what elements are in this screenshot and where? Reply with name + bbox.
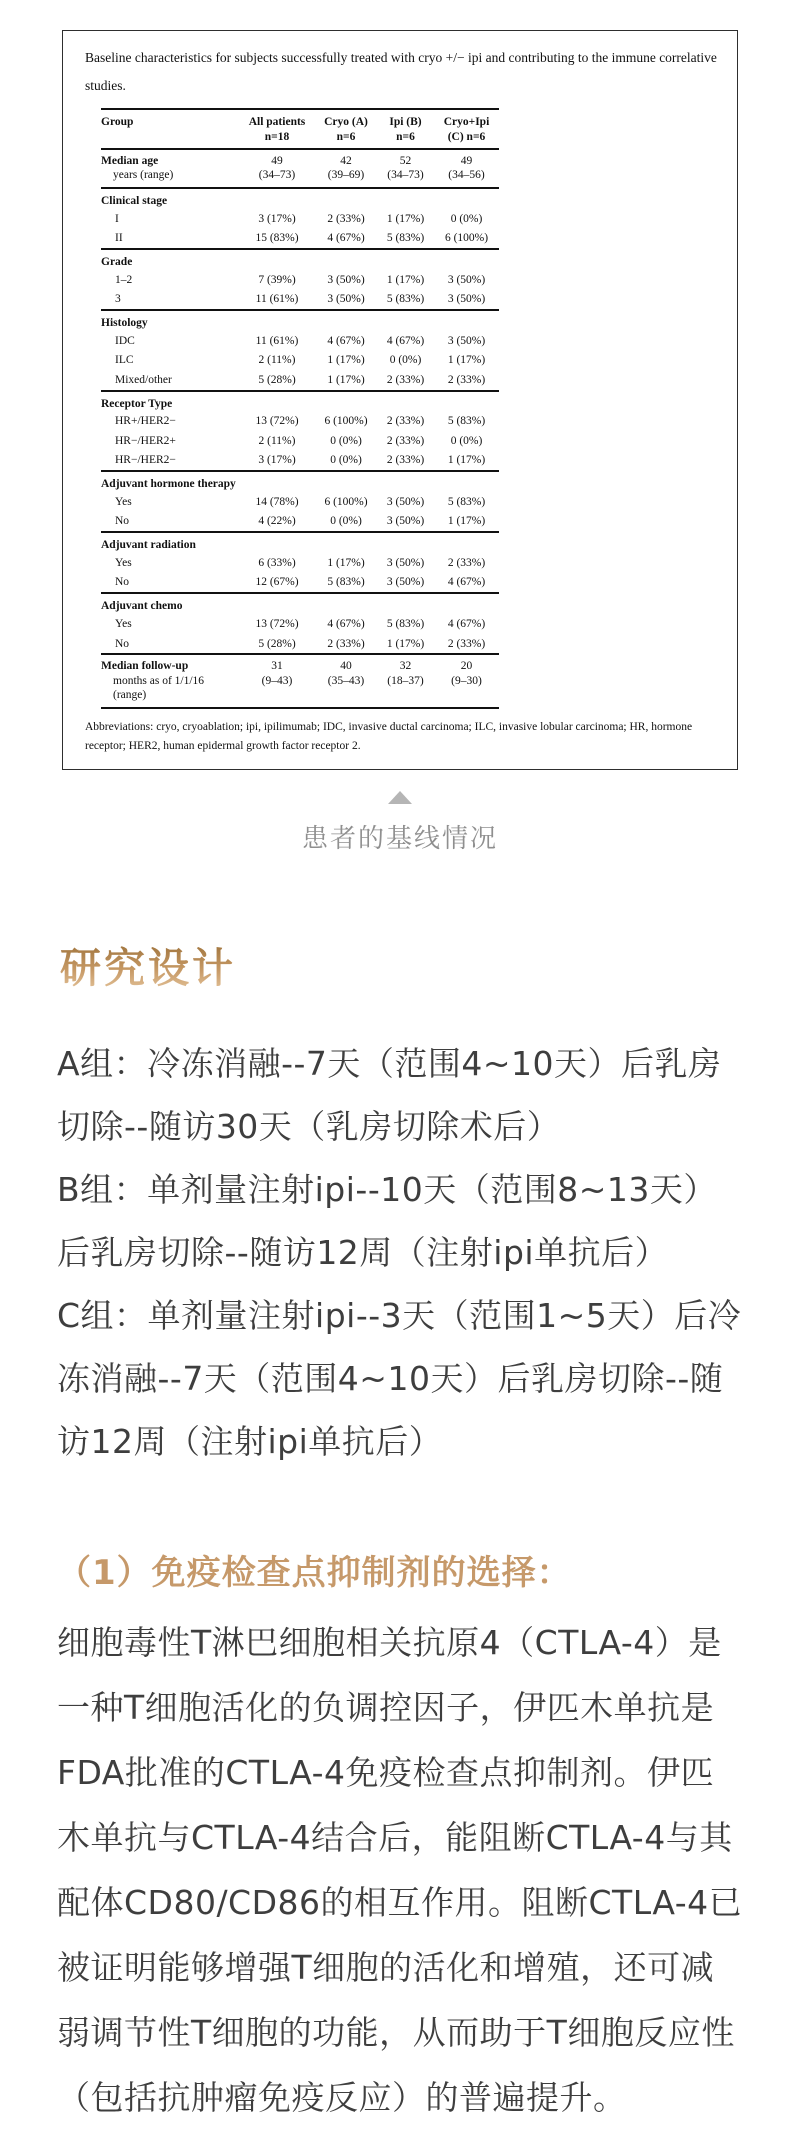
cell-range: (34–73)	[387, 169, 424, 182]
table-cell: 0 (0%)	[330, 515, 362, 528]
table-row	[101, 331, 499, 350]
col-header-n: n=6	[396, 130, 415, 143]
cell-value: 49	[271, 155, 283, 168]
table-section	[101, 593, 499, 654]
section-label: Grade	[101, 255, 133, 268]
table-row	[101, 451, 499, 471]
study-design-heading	[0, 935, 800, 994]
table-row	[101, 431, 499, 450]
cell-value: 49	[460, 155, 473, 168]
table-cell: 15 (83%)	[255, 232, 299, 245]
col-header-all-patients	[239, 109, 315, 149]
cell-range: (39–69)	[327, 169, 365, 182]
table-header	[101, 109, 499, 149]
row-name: HR−/HER2+	[115, 434, 176, 447]
row-name: 1–2	[115, 273, 133, 286]
table-row	[101, 310, 499, 331]
section-label: Histology	[101, 317, 148, 330]
table-cell: 1 (17%)	[327, 354, 365, 367]
cell-value: 42	[340, 155, 352, 168]
paragraph-group-c: C组：单剂量注射ipi--3天（范围1~5天）后冷冻消融--7天（范围4~10天）后乳房切除--随访12周（注射ipi单抗后）	[57, 1295, 742, 1461]
col-header-cryo-a	[315, 109, 377, 149]
table-row	[101, 573, 499, 593]
table-row	[101, 512, 499, 532]
table-row	[101, 249, 499, 270]
table-cell: 2 (11%)	[258, 434, 296, 447]
table-row	[101, 471, 499, 492]
col-header-label: All patients	[248, 116, 306, 129]
table-cell: 11 (61%)	[255, 334, 299, 347]
row-name: Mixed/other	[115, 373, 172, 386]
row-name: HR−/HER2−	[115, 454, 176, 467]
section-label: Adjuvant radiation	[101, 539, 196, 552]
table-cell: 3 (50%)	[447, 273, 486, 286]
table-cell: 0 (0%)	[450, 212, 483, 225]
row-name: II	[115, 232, 123, 245]
table-row	[101, 554, 499, 573]
table-cell: 3 (50%)	[386, 557, 425, 570]
table-row	[101, 149, 499, 188]
row-sublabel: months as of 1/1/16 (range)	[113, 674, 205, 702]
col-header-cryo-ipi-c	[434, 109, 499, 149]
study-design-heading-text: 研究设计	[60, 944, 236, 991]
table-cell: 2 (33%)	[327, 212, 365, 225]
table-cell: 1 (17%)	[386, 212, 425, 225]
table-row	[101, 532, 499, 553]
table-row	[101, 391, 499, 412]
cell-range: (9–30)	[451, 674, 482, 687]
table-header-row	[101, 109, 499, 149]
table-cell: 4 (67%)	[327, 232, 365, 245]
table-row	[101, 370, 499, 390]
col-header-group	[101, 109, 239, 149]
table-cell: 4 (67%)	[327, 618, 365, 631]
row-label: Median age	[101, 155, 159, 168]
table-cell: 2 (33%)	[386, 454, 425, 467]
row-name: 3	[115, 293, 121, 306]
row-sublabel: years (range)	[113, 169, 174, 182]
table-cell	[101, 654, 239, 707]
table-cell: 2 (33%)	[447, 637, 486, 650]
table-row	[101, 412, 499, 431]
table-cell: 1 (17%)	[327, 557, 365, 570]
col-header-n: n=18	[264, 130, 290, 143]
table-row	[101, 492, 499, 511]
table-cell: 6 (100%)	[324, 415, 368, 428]
row-name: No	[115, 576, 130, 589]
table-section	[101, 654, 499, 707]
table-wrapper	[101, 108, 717, 708]
table-row	[101, 188, 499, 209]
table-cell: 1 (17%)	[386, 273, 425, 286]
table-cell: 11 (61%)	[255, 293, 299, 306]
table-cell: 4 (67%)	[327, 334, 365, 347]
table-cell: 5 (28%)	[258, 637, 296, 650]
col-header-label: Ipi (B)	[389, 116, 422, 129]
table-section	[101, 188, 499, 249]
table-cell: 5 (83%)	[386, 232, 425, 245]
cell-value: 20	[460, 660, 473, 673]
table-cell: 5 (83%)	[386, 618, 425, 631]
cell-range: (9–43)	[261, 674, 293, 687]
cell-range: (34–56)	[448, 169, 485, 182]
table-cell: 1 (17%)	[327, 373, 365, 386]
row-name: Yes	[115, 557, 132, 570]
cell-range: (35–43)	[327, 674, 365, 687]
table-row	[101, 270, 499, 289]
col-header-n: n=6	[336, 130, 356, 143]
table-cell: 1 (17%)	[447, 515, 486, 528]
table-cell: 5 (28%)	[258, 373, 296, 386]
table-section	[101, 249, 499, 310]
row-label: Median follow-up	[101, 660, 189, 673]
table-cell: 2 (33%)	[447, 557, 486, 570]
study-design-paragraphs	[57, 1032, 747, 1473]
table-cell: 0 (0%)	[330, 454, 362, 467]
cell-value: 40	[340, 660, 352, 673]
table-row	[101, 351, 499, 370]
section-label: Receptor Type	[101, 397, 173, 410]
table-cell	[239, 654, 315, 707]
col-header-label: Cryo+Ipi	[443, 116, 490, 129]
table-cell: 4 (67%)	[386, 334, 425, 347]
table-row	[101, 615, 499, 634]
paragraph-group-b: B组：单剂量注射ipi--10天（范围8~13天）后乳房切除--随访12周（注射ipi单抗后）	[57, 1169, 717, 1272]
figure-box	[62, 30, 738, 770]
table-cell: 3 (50%)	[447, 293, 486, 306]
table-row	[101, 634, 499, 654]
table-cell	[315, 654, 377, 707]
table-cell: 2 (11%)	[258, 354, 296, 367]
table-row	[101, 593, 499, 614]
row-name: IDC	[115, 334, 135, 347]
table-cell	[315, 149, 377, 188]
table-cell: 12 (67%)	[255, 576, 299, 589]
table-cell	[434, 149, 499, 188]
table-cell: 6 (100%)	[444, 232, 489, 245]
row-name: Yes	[115, 618, 132, 631]
table-cell: 3 (17%)	[258, 212, 296, 225]
table-section	[101, 310, 499, 391]
cell-value: 32	[399, 660, 412, 673]
table-cell: 2 (33%)	[327, 637, 365, 650]
table-section	[101, 391, 499, 472]
row-name: No	[115, 515, 130, 528]
table-cell: 5 (83%)	[327, 576, 365, 589]
table-cell: 6 (100%)	[324, 495, 368, 508]
table-cell: 2 (33%)	[447, 373, 486, 386]
table-cell: 2 (33%)	[386, 373, 425, 386]
triangle-up-icon	[388, 791, 412, 804]
table-cell	[377, 149, 434, 188]
table-cell: 3 (50%)	[447, 334, 486, 347]
col-header-label: Group	[101, 116, 134, 129]
table-cell: 0 (0%)	[450, 434, 483, 447]
section1-heading: （1）免疫检查点抑制剂的选择：	[57, 1552, 572, 1593]
figure-caption: Baseline characteristics for subjects successfully treated with cryo +/− ipi and contributing to the immune correlative studies.	[85, 50, 717, 93]
row-name: I	[115, 212, 119, 225]
table-row	[101, 209, 499, 228]
table-cell: 4 (67%)	[447, 576, 486, 589]
table-cell	[239, 149, 315, 188]
col-header-n: (C) n=6	[447, 130, 486, 143]
table-cell: 13 (72%)	[255, 415, 299, 428]
table-cell: 7 (39%)	[258, 273, 296, 286]
table-cell: 5 (83%)	[447, 495, 486, 508]
table-cell	[434, 654, 499, 707]
paragraph-group-a: A组：冷冻消融--7天（范围4~10天）后乳房切除--随访30天（乳房切除术后）	[57, 1043, 722, 1146]
table-cell: 3 (50%)	[327, 293, 365, 306]
cell-value: 52	[399, 155, 412, 168]
table-cell: 0 (0%)	[389, 354, 422, 367]
section1-body-wrap	[57, 1610, 747, 2130]
table-cell: 2 (33%)	[386, 434, 425, 447]
table-cell: 3 (50%)	[327, 273, 365, 286]
table-cell: 5 (83%)	[447, 415, 486, 428]
table-row	[101, 654, 499, 707]
table-cell: 0 (0%)	[330, 434, 362, 447]
table-cell: 3 (17%)	[258, 454, 296, 467]
section-label: Adjuvant chemo	[101, 600, 183, 613]
table-cell: 1 (17%)	[447, 454, 486, 467]
section-label: Clinical stage	[101, 194, 168, 207]
section1-body: 细胞毒性T淋巴细胞相关抗原4（CTLA-4）是一种T细胞活化的负调控因子，伊匹木单抗是FDA批准的CTLA-4免疫检查点抑制剂。伊匹木单抗与CTLA-4结合后，能阻断CTLA-4与其配体CD80/CD86的相互作用。阻断CTLA-4已被证明能够增强T细胞的活化和增殖，还可减弱调节性T细胞的功能，从而助于T细胞反应性（包括抗肿瘤免疫反应）的普遍提升。	[57, 1622, 743, 2117]
cell-range: (18–37)	[387, 674, 424, 687]
table-cell: 6 (33%)	[258, 557, 296, 570]
cell-range: (34–73)	[258, 169, 296, 182]
section-label: Adjuvant hormone therapy	[101, 478, 236, 491]
table-cell	[377, 654, 434, 707]
figure-title-zh: 患者的基线情况	[301, 823, 498, 854]
row-name: HR+/HER2−	[115, 415, 176, 428]
table-footnote: Abbreviations: cryo, cryoablation; ipi, ipilimumab; IDC, invasive ductal carcinoma; ILC, invasive lobular carcinoma; HR, hormone receptor; HER2, human epidermal growth factor receptor 2.	[85, 720, 693, 753]
table-cell: 3 (50%)	[386, 576, 425, 589]
table-cell: 3 (50%)	[386, 495, 425, 508]
row-name: ILC	[115, 354, 134, 367]
table-row	[101, 229, 499, 249]
cell-value: 31	[271, 660, 283, 673]
row-name: Yes	[115, 495, 132, 508]
table-cell: 3 (50%)	[386, 515, 425, 528]
table-cell: 14 (78%)	[255, 495, 299, 508]
table-section	[101, 532, 499, 593]
table-cell	[101, 149, 239, 188]
table-cell: 5 (83%)	[386, 293, 425, 306]
col-header-label: Cryo (A)	[324, 116, 368, 129]
table-cell: 4 (67%)	[447, 618, 486, 631]
table-cell: 1 (17%)	[386, 637, 425, 650]
table-section	[101, 471, 499, 532]
table-cell: 1 (17%)	[447, 354, 486, 367]
row-name: No	[115, 637, 130, 650]
table-cell: 13 (72%)	[255, 618, 299, 631]
table-cell: 2 (33%)	[386, 415, 425, 428]
table-section	[101, 149, 499, 188]
baseline-table	[101, 108, 499, 708]
col-header-ipi-b	[377, 109, 434, 149]
table-row	[101, 290, 499, 310]
table-cell: 4 (22%)	[258, 515, 296, 528]
